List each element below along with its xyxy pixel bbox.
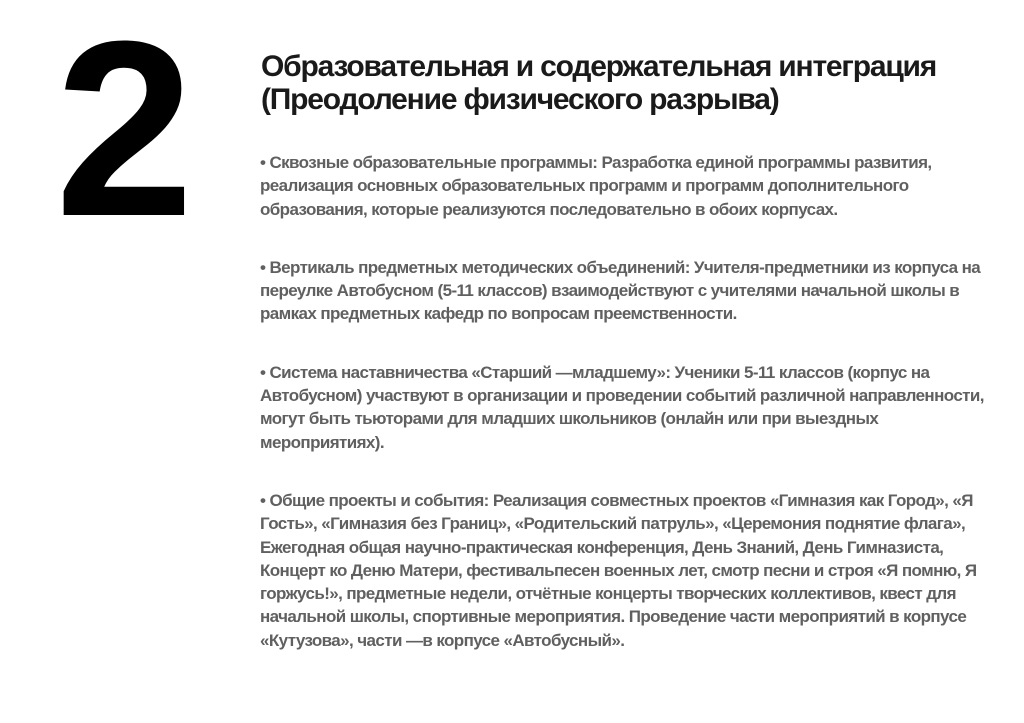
bullet-item-joint-projects: • Общие проекты и события: Реализация совместных проектов «Гимназия как Город», «Я Гость», «Гимназия без Границ», «Родительский патруль», «Церемония поднятие флага», Ежегодная общая научно-практическая конференция, День Знаний, День Гимназиста, Концерт ко Деню Матери, фестивальпесен военных лет, смотр песни и строя «Я помню, Я горжусь!», предметные недели, отчётные концерты творческих коллективов, квест для начальной школы, спортивные мероприятия. Проведение части мероприятий в корпусе «Кутузова», части —в корпусе «Автобусный». [260,490,977,650]
slide-title: Образовательная и содержательная интеграция (Преодоление физического разрыва) [261,50,937,116]
bullet-list [260,151,1000,652]
slide-number: 2 [55,0,189,268]
bullet-item-mentoring-system: • Система наставничества «Старший —младшему»: Ученики 5-11 классов (корпус на Автобусном) участвуют в организации и проведении событий различной направленности, могут быть тьюторами для младших школьников (онлайн или при выездных мероприятиях). [260,362,984,452]
bullet-item-methodical-vertical: • Вертикаль предметных методических объединений: Учителя-предметники из корпуса на переулке Автобусном (5-11 классов) взаимодействуют с учителями начальной школы в рамках предметных кафедр по вопросам преемственности. [260,257,981,324]
bullet-item-through-programs: • Сквозные образовательные программы: Разработка единой программы развития, реализация основных образовательных программ и программ дополнительного образования, которые реализуются последовательно в обоих корпусах. [260,153,932,219]
